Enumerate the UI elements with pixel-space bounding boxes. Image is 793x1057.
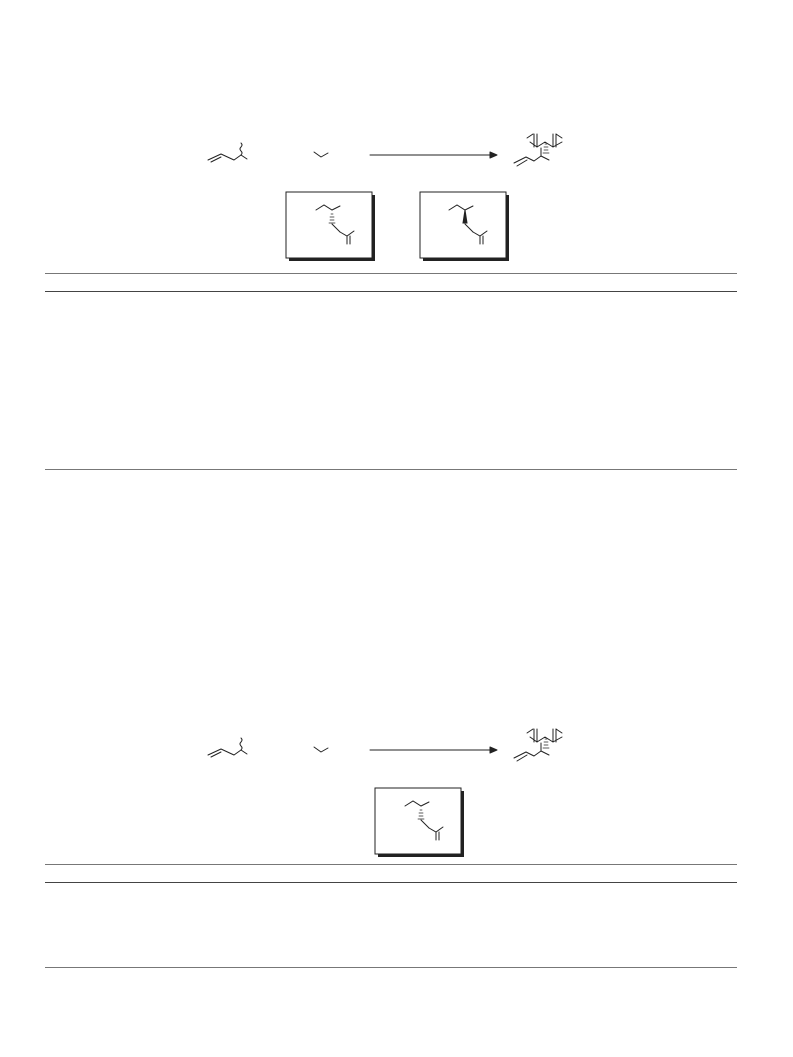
catalyst-box-1 [286,192,375,261]
table-top-rule-3 [45,469,737,470]
table-bottom-body [45,884,737,966]
table-top-rule-1 [45,273,737,274]
substrate-allyl-structure [208,143,247,162]
product-structure [514,729,562,761]
table-top-rule-2 [45,291,737,292]
reaction-scheme-top-drawing [0,120,793,270]
table-bottom-rule-1 [45,864,737,865]
reaction-arrow [370,152,497,158]
table-top-body [45,293,737,468]
substrate-ketone-structure [314,152,328,157]
product-structure [514,134,562,166]
table-bottom-rule-3 [45,967,737,968]
reaction-arrow [370,747,497,753]
table-bottom-rule-2 [45,882,737,883]
substrate-ketone-structure [314,747,328,752]
catalyst-box-1 [375,788,464,857]
reaction-scheme-top [0,120,793,270]
substrate-allyl-structure [208,738,247,757]
reaction-scheme-bottom [0,715,793,860]
catalyst-box-2 [420,192,509,261]
reaction-scheme-bottom-drawing [0,715,793,860]
